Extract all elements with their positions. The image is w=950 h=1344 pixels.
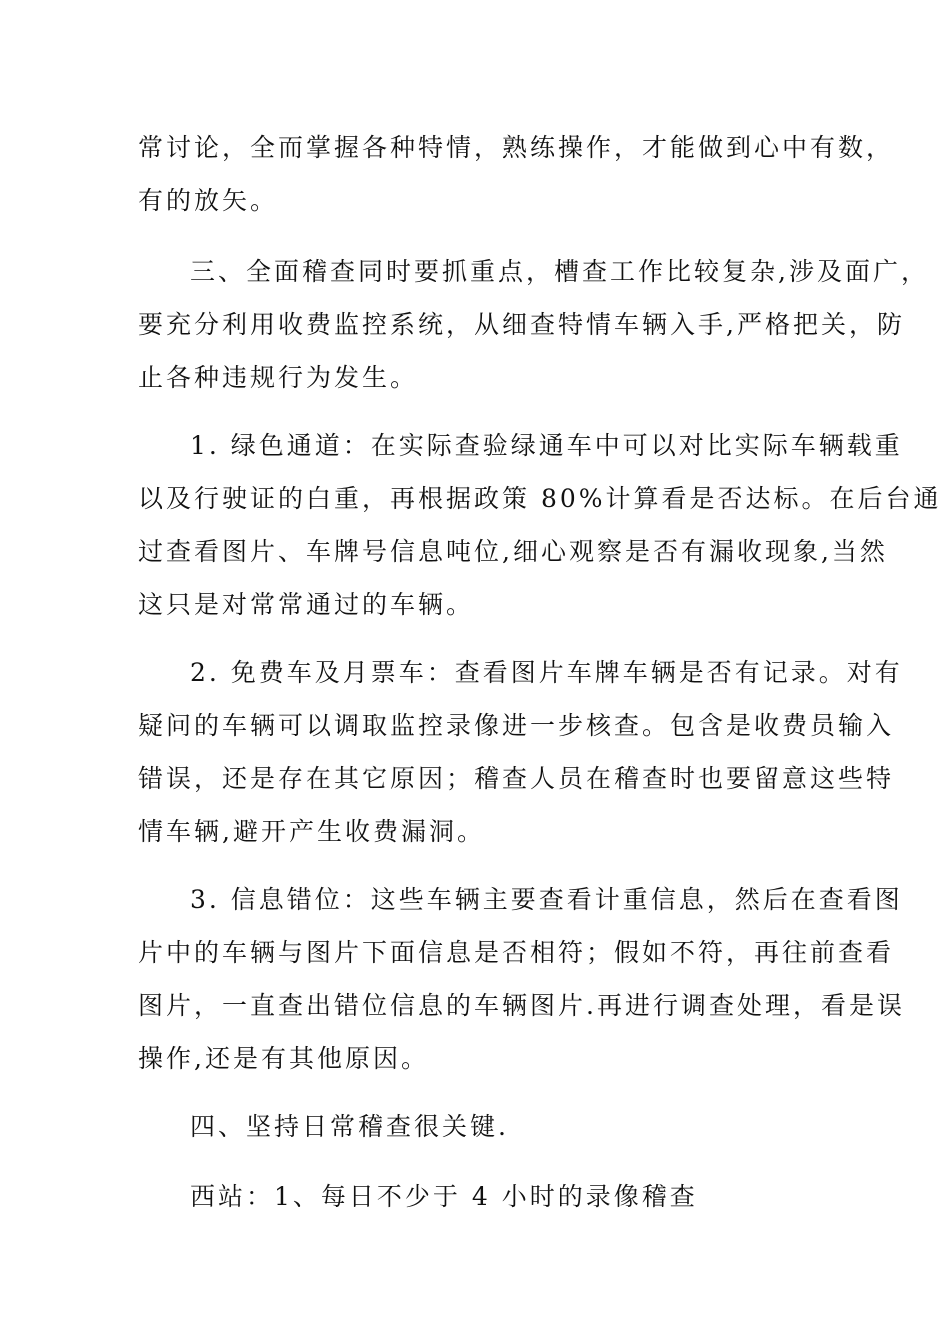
text-line: 操作,还是有其他原因。: [138, 1044, 429, 1073]
paragraph-line: 2. 免费车及月票车：查看图片车牌车辆是否有记录。对有: [190, 658, 903, 687]
text-line: 过查看图片、车牌号信息吨位,细心观察是否有漏收现象,当然: [138, 537, 888, 566]
text-line: 错误，还是存在其它原因；稽查人员在稽查时也要留意这些特: [138, 764, 895, 793]
paragraph-line: 四、坚持日常稽查很关键.: [190, 1112, 509, 1141]
text-line: 止各种违规行为发生。: [138, 363, 419, 392]
text-line: 常讨论，全而掌握各种特情，熟练操作，才能做到心中有数，: [138, 133, 895, 162]
paragraph-line: 西站：1、每日不少于 4 小时的录像稽查: [190, 1182, 698, 1211]
paragraph-line: 三、全面稽查同时要抓重点，槽查工作比较复杂,涉及面广，: [190, 257, 929, 286]
text-line: 图片，一直查出错位信息的车辆图片.再进行调查处理，看是误: [138, 991, 905, 1020]
text-line: 这只是对常常通过的车辆。: [138, 590, 475, 619]
text-line: 要充分利用收费监控系统，从细查特情车辆入手,严格把关，防: [138, 310, 905, 339]
text-line: 以及行驶证的白重，再根据政策 80%计算看是否达标。在后台通: [138, 484, 942, 513]
paragraph-line: 3. 信息错位：这些车辆主要查看计重信息，然后在查看图: [190, 885, 903, 914]
text-line: 有的放矢。: [138, 186, 279, 215]
text-line: 片中的车辆与图片下面信息是否相符；假如不符，再往前查看: [138, 938, 895, 967]
text-line: 疑问的车辆可以调取监控录像进一步核查。包含是收费员输入: [138, 711, 895, 740]
paragraph-line: 1. 绿色通道：在实际查验绿通车中可以对比实际车辆载重: [190, 431, 903, 460]
text-line: 情车辆,避开产生收费漏洞。: [138, 817, 485, 846]
